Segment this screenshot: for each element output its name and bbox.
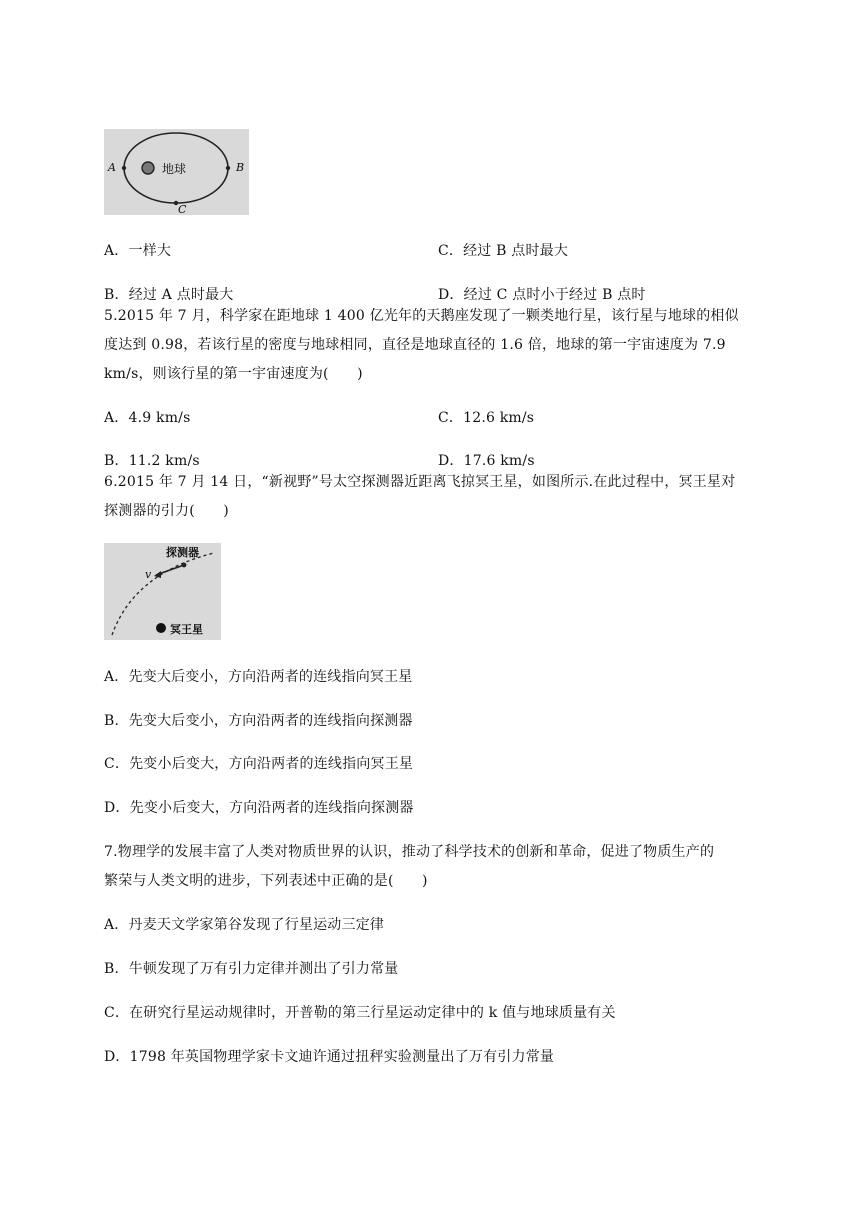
- q7-option-c: C．在研究行星运动规律时，开普勒的第三行星运动定律中的 k 值与地球质量有关: [104, 1005, 616, 1021]
- point-B: [226, 166, 230, 170]
- q5-option-a: A．4.9 km/s: [104, 410, 191, 426]
- q7-line-2: 繁荣与人类文明的进步，下列表述中正确的是( ): [104, 873, 428, 889]
- label-C: C: [178, 203, 187, 216]
- velocity-label: v: [145, 568, 152, 581]
- label-B: B: [236, 161, 245, 174]
- point-A: [122, 166, 126, 170]
- q5-option-c: C．12.6 km/s: [438, 410, 535, 426]
- q7-line-1: 7.物理学的发展丰富了人类对物质世界的认识，推动了科学技术的创新和革命，促进了物质生产的: [104, 844, 715, 860]
- q5-line-2: 度达到 0.98，若该行星的密度与地球相同，直径是地球直径的 1.6 倍，地球的第一宇宙速度为 7.9: [104, 337, 726, 353]
- q5-option-b: B．11.2 km/s: [104, 453, 200, 469]
- q5-line-3: km/s，则该行星的第一宇宙速度为( ): [104, 366, 363, 382]
- earth-label: 地球: [162, 162, 187, 176]
- probe-dot: [182, 563, 187, 568]
- q4-option-b: B．经过 A 点时最大: [104, 287, 234, 303]
- q5-line-1: 5.2015 年 7 月，科学家在距地球 1 400 亿光年的天鹅座发现了一颗类地行星，该行星与地球的相似: [104, 308, 739, 324]
- earth-circle: [142, 162, 154, 174]
- q6-line-1: 6.2015 年 7 月 14 日，“新视野”号太空探测器近距离飞掠冥王星，如图所示.在此过程中，冥王星对: [104, 474, 736, 490]
- q6-option-b: B．先变大后变小，方向沿两者的连线指向探测器: [104, 713, 413, 729]
- probe-diagram: [104, 543, 221, 640]
- q6-line-2: 探测器的引力( ): [104, 503, 229, 519]
- probe-label: 探测器: [166, 546, 199, 559]
- q7-option-d: D．1798 年英国物理学家卡文迪许通过扭秤实验测量出了万有引力常量: [104, 1049, 555, 1065]
- q5-option-d: D．17.6 km/s: [438, 453, 535, 469]
- q4-option-a: A．一样大: [104, 243, 172, 259]
- probe-figure: [104, 543, 221, 640]
- q7-option-b: B．牛顿发现了万有引力定律并测出了引力常量: [104, 961, 399, 977]
- velocity-arrowhead: [154, 571, 161, 578]
- q7-option-a: A．丹麦天文学家第谷发现了行星运动三定律: [104, 917, 385, 933]
- label-A: A: [108, 161, 116, 174]
- orbit-figure: [104, 129, 249, 215]
- q4-option-d: D．经过 C 点时小于经过 B 点时: [438, 287, 646, 303]
- pluto-circle: [156, 623, 166, 633]
- q6-option-a: A．先变大后变小，方向沿两者的连线指向冥王星: [104, 669, 413, 685]
- q4-option-c: C．经过 B 点时最大: [438, 243, 569, 259]
- pluto-label: 冥王星: [170, 623, 203, 636]
- q6-option-c: C．先变小后变大，方向沿两者的连线指向冥王星: [104, 756, 414, 772]
- q6-option-d: D．先变小后变大，方向沿两者的连线指向探测器: [104, 800, 414, 816]
